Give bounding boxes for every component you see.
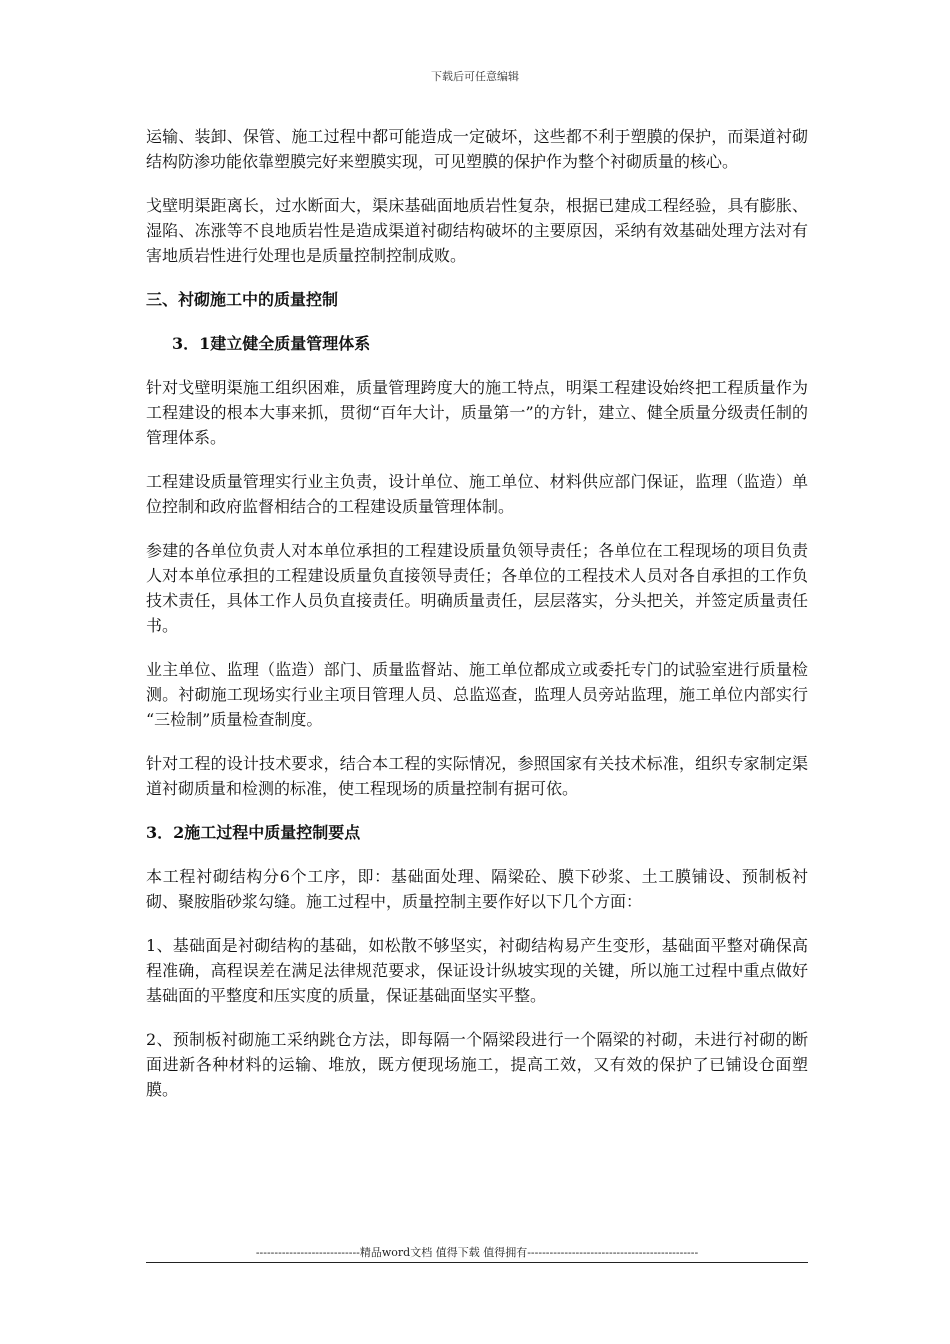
paragraph: 针对工程的设计技术要求，结合本工程的实际情况，参照国家有关技术标准，组织专家制定渠道衬砌质量和检测的标准，使工程现场的质量控制有据可依。 [146,754,808,798]
subsection-heading: 3．2施工过程中质量控制要点 [146,823,361,842]
document-body [146,124,808,1121]
paragraph: 戈壁明渠距离长，过水断面大，渠床基础面地质岩性复杂，根据已建成工程经验，具有膨胀、湿陷、冻涨等不良地质岩性是造成渠道衬砌结构破坏的主要原因，采纳有效基础处理方法对有害地质岩性进行处理也是质量控制控制成败。 [146,196,808,265]
subsection-heading: 3．1建立健全质量管理体系 [172,334,371,353]
paragraph: 本工程衬砌结构分6个工序，即：基础面处理、隔梁砼、膜下砂浆、土工膜铺设、预制板衬砌、聚胺脂砂浆勾缝。施工过程中，质量控制主要作好以下几个方面： [146,867,808,911]
paragraph: 参建的各单位负责人对本单位承担的工程建设质量负领导责任；各单位在工程现场的项目负责人对本单位承担的工程建设质量负直接领导责任；各单位的工程技术人员对各自承担的工作负技术责任，具体工作人员负直接责任。明确质量责任，层层落实，分头把关，并签定质量责任书。 [146,541,808,635]
paragraph: 业主单位、监理（监造）部门、质量监督站、施工单位都成立或委托专门的试验室进行质量检测。衬砌施工现场实行业主项目管理人员、总监巡查，监理人员旁站监理，施工单位内部实行 “三检制”质量检查制度。 [146,660,808,729]
footer-rule [146,1262,808,1263]
paragraph: 2、预制板衬砌施工采纳跳仓方法，即每隔一个隔梁段进行一个隔梁的衬砌，未进行衬砌的断面进新各种材料的运输、堆放，既方便现场施工，提高工效，又有效的保护了已铺设仓面塑膜。 [146,1030,808,1099]
section-heading: 三、衬砌施工中的质量控制 [146,290,339,309]
page-header: 下载后可任意编辑 [431,70,519,83]
page-footer: ----------------------------精品word文档 值得下载 值得拥有---------------------------------------------- [255,1246,699,1259]
paragraph: 工程建设质量管理实行业主负责，设计单位、施工单位、材料供应部门保证，监理（监造）单位控制和政府监督相结合的工程建设质量管理体制。 [146,472,808,516]
paragraph: 针对戈壁明渠施工组织困难，质量管理跨度大的施工特点，明渠工程建设始终把工程质量作为工程建设的根本大事来抓，贯彻“百年大计，质量第一”的方针，建立、健全质量分级责任制的管理体系。 [146,378,808,447]
paragraph: 运输、装卸、保管、施工过程中都可能造成一定破坏，这些都不利于塑膜的保护，而渠道衬砌结构防渗功能依靠塑膜完好来塑膜实现，可见塑膜的保护作为整个衬砌质量的核心。 [146,127,808,171]
paragraph: 1、基础面是衬砌结构的基础，如松散不够坚实，衬砌结构易产生变形，基础面平整对确保高程准确，高程误差在满足法律规范要求，保证设计纵坡实现的关键，所以施工过程中重点做好基础面的平整度和压实度的质量，保证基础面坚实平整。 [146,936,808,1005]
